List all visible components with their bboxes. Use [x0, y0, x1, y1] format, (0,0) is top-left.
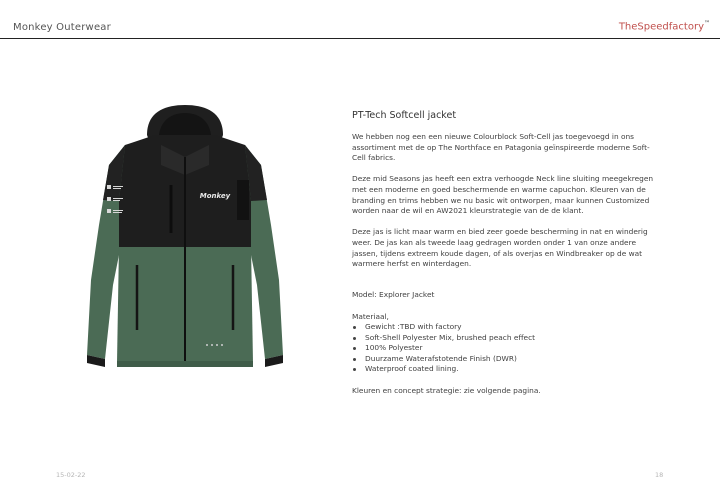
model-name: Model: Explorer Jacket	[352, 290, 435, 300]
page-number: 18	[655, 471, 664, 479]
list-item: 100% Polyester	[352, 343, 660, 354]
product-description	[352, 110, 660, 407]
chest-logo: Monkey	[199, 192, 231, 200]
brand-name: TheSpeedfactory	[618, 21, 704, 33]
materials-heading: Materiaal,	[352, 311, 389, 321]
footer-date: 15-02-22	[56, 471, 86, 479]
trademark-mark: ™	[704, 20, 710, 27]
list-item: Duurzame Waterafstotende Finish (DWR)	[352, 354, 660, 365]
document-title: Monkey Outerwear	[13, 22, 111, 33]
header	[0, 0, 720, 40]
brand-logo	[619, 20, 710, 32]
closing-note: Kleuren en concept strategie: zie volgende pagina.	[352, 385, 541, 395]
product-image	[85, 105, 285, 385]
paragraph-intro: We hebben nog een een nieuwe Colourblock Soft-Cell jas toegevoegd in ons assortiment met de op The Northface en Patagonia geïnspireerde moderne Soft-Cell fabrics.	[352, 132, 650, 163]
list-item: Gewicht :TBD with factory	[352, 322, 660, 333]
list-item: Soft-Shell Polyester Mix, brushed peach effect	[352, 333, 660, 344]
product-title: PT-Tech Softcell jacket	[352, 110, 457, 121]
paragraph-design: Deze mid Seasons jas heeft een extra verhoogde Neck line sluiting meegekregen met een moderne en goed beschermende en warme capuchon. Kleuren van de branding en trims hebben we nu basic wit ontworpen, maar kunnen Customized worden naar de wil en AW2021 kleurstrategie van de de klant.	[352, 174, 654, 216]
list-item: Waterproof coated lining.	[352, 364, 660, 375]
paragraph-usage: Deze jas is licht maar warm en bied zeer goede bescherming in nat en winderig weer. De jas kan als tweede laag gedragen worden onder 1 van onze andere jassen, tijdens extreem koude dagen, of als overjas en Windbreaker op de wat warmere herfst en winterdagen.	[352, 227, 648, 269]
header-divider	[0, 38, 720, 39]
materials-list	[352, 322, 660, 375]
